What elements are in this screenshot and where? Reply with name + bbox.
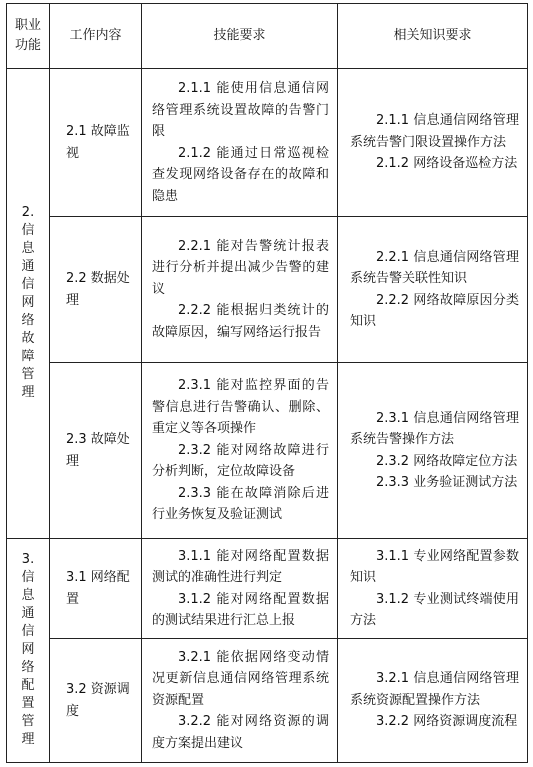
work-cell: 2.1 故障监视 (50, 69, 142, 217)
skill-item: 2.2.1 能对告警统计报表进行分析并提出减少告警的建议 (152, 238, 329, 297)
knowledge-item: 2.1.2 网络设备巡检方法 (376, 156, 518, 172)
skill-item: 3.2.2 能对网络资源的调度方案提出建议 (152, 714, 329, 751)
work-cell: 2.3 故障处理 (50, 363, 142, 539)
table-row (7, 639, 528, 763)
knowledge-cell (338, 539, 528, 639)
skill-item: 2.1.1 能使用信息通信网络管理系统设置故障的告警门限 (152, 81, 329, 139)
knowledge-item: 2.2.2 网络故障原因分类知识 (350, 292, 519, 329)
header-function: 职业功能 (7, 4, 50, 69)
knowledge-cell (338, 217, 528, 363)
knowledge-cell (338, 69, 528, 217)
table-row (7, 217, 528, 363)
table-row (7, 363, 528, 539)
knowledge-cell (338, 639, 528, 763)
skill-requirements-table (6, 3, 528, 763)
function-cell: 2. 信息通信网络故障管理 (7, 69, 50, 539)
knowledge-item: 2.3.2 网络故障定位方法 (376, 453, 518, 469)
skill-item: 2.1.2 能通过日常巡视检查发现网络设备存在的故障和隐患 (152, 145, 329, 204)
skill-cell (142, 363, 338, 539)
knowledge-item: 2.3.3 业务验证测试方法 (376, 475, 518, 490)
knowledge-item: 3.2.2 网络资源调度流程 (376, 714, 518, 730)
knowledge-item: 2.1.1 信息通信网络管理系统告警门限设置操作方法 (350, 113, 519, 150)
skill-item: 2.3.3 能在故障消除后进行业务恢复及验证测试 (152, 485, 329, 523)
skill-item: 2.2.2 能根据归类统计的故障原因，编写网络运行报告 (152, 303, 329, 340)
skill-cell (142, 217, 338, 363)
table-row (7, 69, 528, 217)
work-cell: 3.1 网络配置 (50, 539, 142, 639)
skill-item: 2.3.1 能对监控界面的告警信息进行告警确认、删除、重定义等各项操作 (152, 378, 329, 437)
work-cell: 2.2 数据处理 (50, 217, 142, 363)
header-work: 工作内容 (50, 4, 142, 69)
table-header-row (7, 4, 528, 69)
skill-item: 3.1.2 能对网络配置数据的测试结果进行汇总上报 (152, 591, 329, 628)
knowledge-item: 2.2.1 信息通信网络管理系统告警关联性知识 (350, 249, 519, 286)
header-skill: 技能要求 (142, 4, 338, 69)
work-cell: 3.2 资源调度 (50, 639, 142, 763)
table-row (7, 539, 528, 639)
skill-item: 2.3.2 能对网络故障进行分析判断，定位故障设备 (152, 442, 329, 480)
skill-cell (142, 69, 338, 217)
knowledge-item: 3.1.2 专业测试终端使用方法 (350, 591, 519, 628)
function-cell: 3. 信息通信网络配置管理 (7, 539, 50, 763)
header-knowledge: 相关知识要求 (338, 4, 528, 69)
skill-item: 3.1.1 能对网络配置数据测试的准确性进行判定 (152, 548, 329, 585)
knowledge-cell (338, 363, 528, 539)
skill-cell (142, 639, 338, 763)
skill-cell (142, 539, 338, 639)
skill-item: 3.2.1 能依据网络变动情况更新信息通信网络管理系统资源配置 (152, 649, 329, 708)
knowledge-item: 3.1.1 专业网络配置参数知识 (350, 548, 519, 585)
knowledge-item: 3.2.1 信息通信网络管理系统资源配置操作方法 (350, 671, 519, 708)
knowledge-item: 2.3.1 信息通信网络管理系统告警操作方法 (350, 410, 519, 447)
